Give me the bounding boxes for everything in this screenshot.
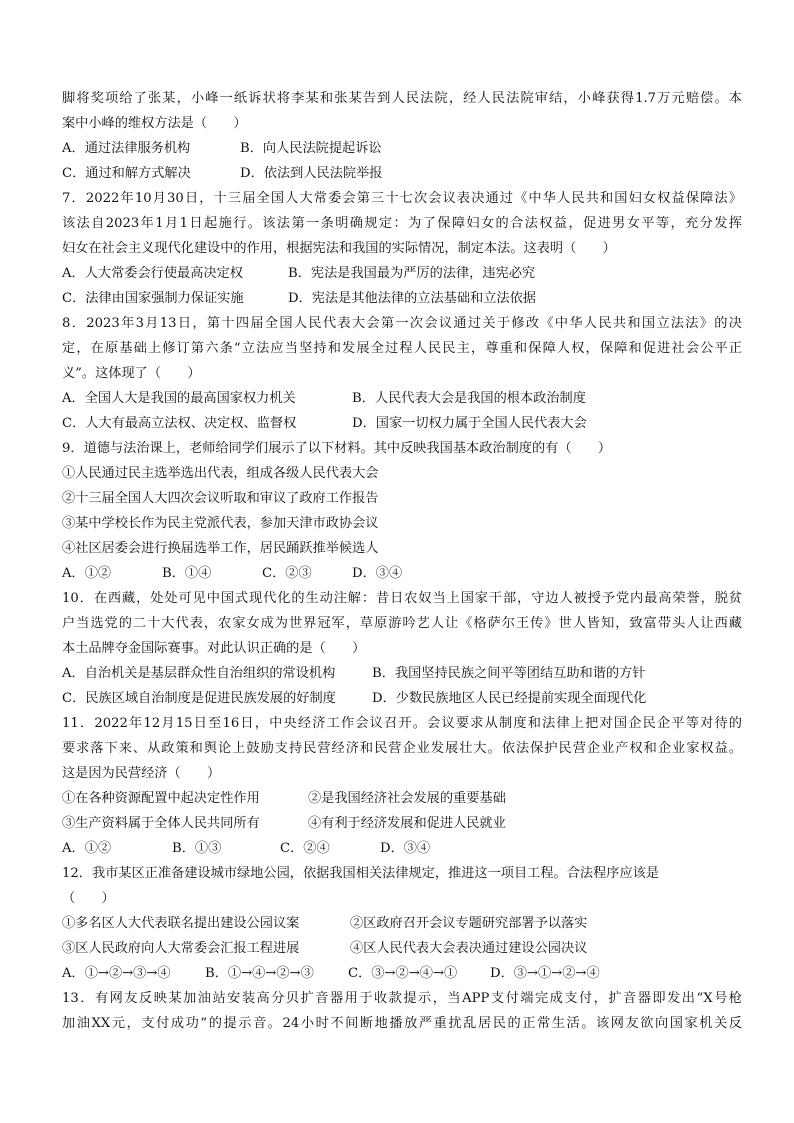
question-8-text-line: 义”。这体现了（ ） [62,366,201,381]
question-9-option-d: D．③④ [352,566,403,581]
question-11-option-b: B．①③ [172,841,222,856]
question-11-item: ③生产资料属于全体人民共同所有 [62,816,260,831]
question-8-option-c: C．人大有最高立法权、决定权、监督权 [62,416,297,431]
question-8-option-b: B．人民代表大会是我国的根本政治制度 [352,391,586,406]
question-12-item: ①多名区人大代表联名提出建设公园议案 [62,916,300,931]
question-8-text-line: 定，在原基础上修订第六条“立法应当坚持和发展全过程人民民主，尊重和保障人权，保障和促进社会公平正 [62,341,742,356]
question-11-text-line: 11．2022年12月15日至16日，中央经济工作会议召开。会议要求从制度和法律上把对国企民企平等对待的 [62,716,742,731]
question-12-text-line: 12．我市某区正准备建设城市绿地公园，依据我国相关法律规定，推进这一项目工程。合法程序应该是 [62,866,660,881]
question-10-option-c: C．民族区域自治制度是促进民族发展的好制度 [62,691,336,706]
question-10-option-b: B．我国坚持民族之间平等团结互助和谐的方针 [372,666,646,681]
question-12-item: ④区人民代表大会表决通过建设公园决议 [350,941,588,956]
question-10-option-d: D．少数民族地区人民已经提前实现全面现代化 [372,691,647,706]
question-12-text-line: （ ） [62,891,115,906]
question-12-option-d: D．③→①→②→④ [490,966,600,981]
question-9-item: ①人民通过民主选举选出代表，组成各级人民代表大会 [62,466,379,481]
question-7-text-line: 7．2022年10月30日，十三届全国人大常委会第三十七次会议表决通过《中华人民共和国妇女权益保障法》 [62,191,742,206]
question-9-option-c: C．②③ [262,566,312,581]
question-9-item: ②十三届全国人大四次会议听取和审议了政府工作报告 [62,491,379,506]
question-11-option-d: D．③④ [380,841,431,856]
question-7-option-d: D．宪法是其他法律的立法基础和立法依据 [288,291,536,306]
question-11-option-a: A．①② [62,841,112,856]
question-11-item: ②是我国经济社会发展的重要基础 [308,791,506,806]
question-11-item: ①在各种资源配置中起决定性作用 [62,791,260,806]
question-8-text-line: 8．2023年3月13日，第十四届全国人民代表大会第一次会议通过关于修改《中华人民共和国立法法》的决 [62,316,742,331]
question-13-text-line: 加油XX元，支付成功”的提示音。24小时不间断地播放严重扰乱居民的正常生活。该网友欲向国家机关反 [62,1016,742,1031]
question-6-option-d: D．依法到人民法院举报 [240,166,383,181]
question-7-option-b: B．宪法是我国最为严厉的法律，违宪必究 [288,266,536,281]
question-6-option-a: A．通过法律服务机构 [62,141,191,156]
question-12-option-c: C．③→②→④→① [348,966,458,981]
question-7-option-a: A．人大常委会行使最高决定权 [62,266,243,281]
question-9-option-b: B．①④ [162,566,212,581]
question-10-option-a: A．自治机关是基层群众性自治组织的常设机构 [62,666,336,681]
question-10-text-line: 户当选党的二十大代表，农家女成为世界冠军，草原游吟艺人让《格萨尔王传》世人皆知，致富带头人让西藏 [62,616,742,631]
question-12-item: ③区人民政府向人大常委会汇报工程进展 [62,941,300,956]
question-13-text-line: 13．有网友反映某加油站安装高分贝扩音器用于收款提示，当APP支付端完成支付，扩音器即发出“X号枪 [62,991,742,1006]
question-9-option-a: A．①② [62,566,112,581]
question-7-text-line: 该法自2023年1月1日起施行。该法第一条明确规定：为了保障妇女的合法权益，促进男女平等，充分发挥 [62,216,742,231]
question-8-option-d: D．国家一切权力属于全国人民代表大会 [352,416,587,431]
question-9-text-line: 9．道德与法治课上，老师给同学们展示了以下材料。其中反映我国基本政治制度的有（ ） [62,441,612,456]
question-12-item: ②区政府召开会议专题研究部署予以落实 [350,916,588,931]
question-12-option-a: A．①→②→③→④ [62,966,171,981]
question-10-text-line: 本土品牌夺金国际赛事。对此认识正确的是（ ） [62,641,366,656]
question-11-text-line: 要求落下来、从政策和舆论上鼓励支持民营经济和民营企业发展壮大。依法保护民营企业产权和企业家权益。 [62,741,742,756]
question-11-text-line: 这是因为民营经济（ ） [62,766,221,781]
question-6-text-line: 案中小峰的维权方法是（ ） [62,116,247,131]
question-9-item: ③某中学校长作为民主党派代表，参加天津市政协会议 [62,516,379,531]
question-9-item: ④社区居委会进行换届选举工作，居民踊跃推举候选人 [62,541,379,556]
question-12-option-b: B．①→④→②→③ [205,966,314,981]
question-6-text-line: 脚将奖项给了张某，小峰一纸诉状将李某和张某告到人民法院，经人民法院审结，小峰获得1.7万元赔偿。本 [62,91,742,106]
question-6-option-b: B．向人民法院提起诉讼 [240,141,382,156]
question-7-option-c: C．法律由国家强制力保证实施 [62,291,244,306]
question-10-text-line: 10．在西藏，处处可见中国式现代化的生动注解：昔日农奴当上国家干部，守边人被授予党内最高荣誉，脱贫 [62,591,742,606]
question-7-text-line: 妇女在社会主义现代化建设中的作用，根据宪法和我国的实际情况，制定本法。这表明（ ） [62,241,616,256]
question-8-option-a: A．全国人大是我国的最高国家权力机关 [62,391,296,406]
question-11-item: ④有利于经济发展和促进人民就业 [308,816,506,831]
question-6-option-c: C．通过和解方式解决 [62,166,191,181]
question-11-option-c: C．②④ [280,841,330,856]
